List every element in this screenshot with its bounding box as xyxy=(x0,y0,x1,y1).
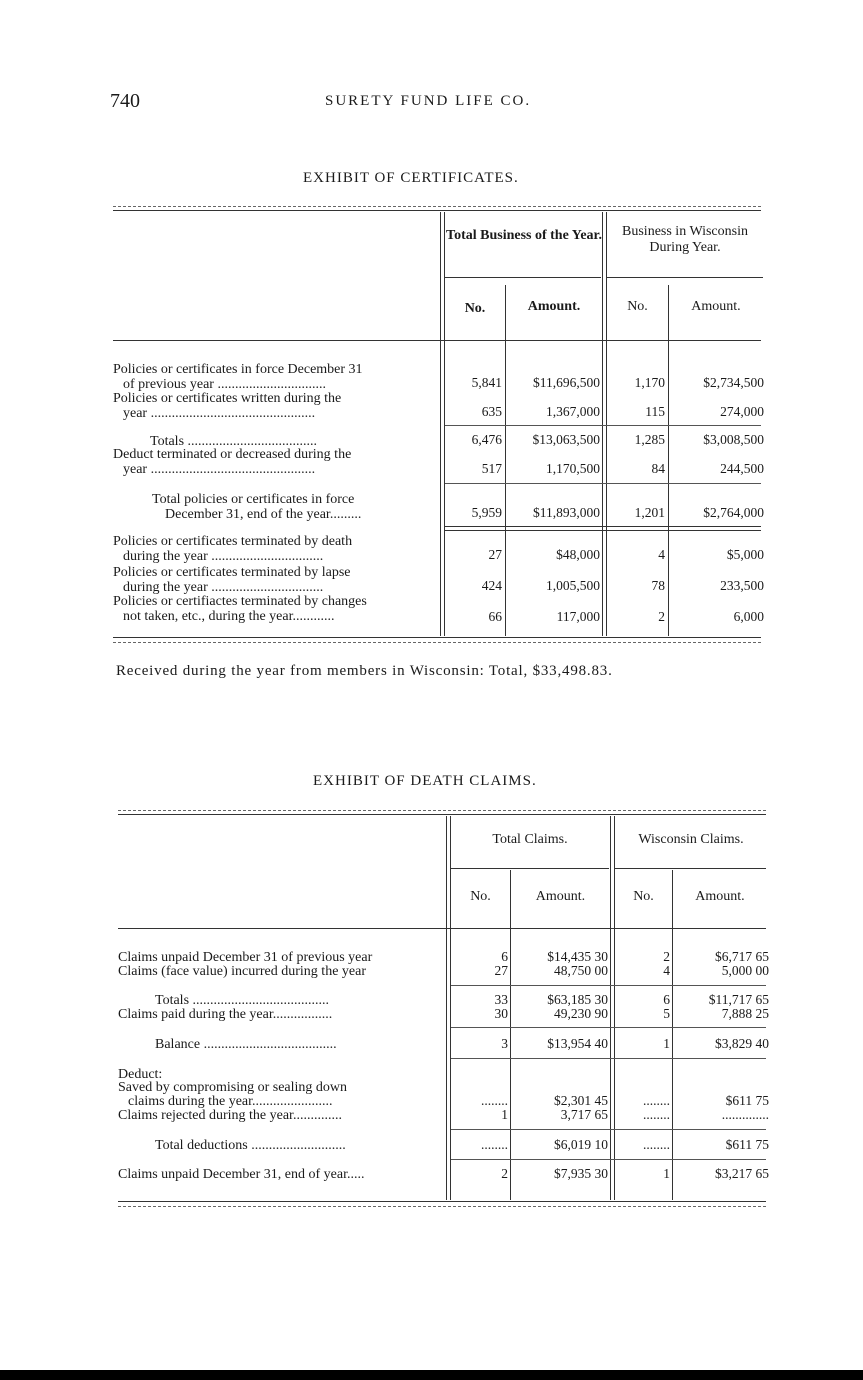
header-amount: Amount. xyxy=(691,299,741,314)
row-label: Deduct: xyxy=(118,1067,163,1082)
header-no: No. xyxy=(633,889,654,904)
rule xyxy=(440,212,441,636)
rule xyxy=(445,526,761,527)
cell: $48,000 xyxy=(556,547,600,562)
rule xyxy=(451,985,766,986)
running-head: SURETY FUND LIFE CO. xyxy=(325,93,532,109)
rule xyxy=(451,1027,766,1028)
rule xyxy=(615,868,766,869)
cell: 117,000 xyxy=(556,609,600,624)
header-amount: Amount. xyxy=(527,299,581,314)
cell: 635 xyxy=(481,404,502,419)
rule xyxy=(118,814,766,815)
cell: 1 xyxy=(663,1166,670,1181)
rule xyxy=(118,1206,766,1207)
cell: 7,888 25 xyxy=(721,1006,769,1021)
cell: 78 xyxy=(651,578,665,593)
rule xyxy=(118,1201,766,1202)
cell: ........ xyxy=(643,1107,670,1122)
header-amount: Amount. xyxy=(695,889,745,904)
header-no: No. xyxy=(470,889,491,904)
cell: $611 75 xyxy=(725,1137,769,1152)
rule xyxy=(606,212,607,636)
cell: 6 xyxy=(663,992,670,1007)
header-amount: Amount. xyxy=(535,889,586,904)
cell: $11,696,500 xyxy=(533,375,600,390)
rule xyxy=(445,483,761,484)
cell: $6,019 10 xyxy=(554,1137,608,1152)
row-label: Claims paid during the year................. xyxy=(118,1007,333,1022)
row-label: Total policies or certificates in force xyxy=(152,492,355,507)
rule xyxy=(610,816,611,1200)
cell: 1,367,000 xyxy=(546,404,600,419)
cell: $3,008,500 xyxy=(703,432,764,447)
rule xyxy=(602,212,603,636)
row-label: Deduct terminated or decreased during the xyxy=(113,447,352,462)
rule xyxy=(118,928,766,929)
row-label: Policies or certificates in force December 31 xyxy=(113,362,363,377)
cell: 2 xyxy=(663,949,670,964)
cell: 84 xyxy=(651,461,665,476)
cell: 233,500 xyxy=(720,578,764,593)
row-label: Balance ...................................... xyxy=(155,1037,337,1052)
cell: ........ xyxy=(643,1137,670,1152)
cell: 1,170 xyxy=(634,375,665,390)
cell: 6,000 xyxy=(733,609,764,624)
rule xyxy=(445,530,761,531)
scan-edge-bar xyxy=(0,1370,863,1380)
row-label: not taken, etc., during the year............ xyxy=(123,609,335,624)
row-label: Saved by compromising or sealing down xyxy=(118,1080,348,1095)
cell: $11,893,000 xyxy=(533,505,600,520)
cell: 1,201 xyxy=(634,505,665,520)
cell: 1,285 xyxy=(634,432,665,447)
cell: $13,063,500 xyxy=(532,432,600,447)
cell: 1 xyxy=(663,1036,670,1051)
cell: 6,476 xyxy=(471,432,502,447)
cell: 5,959 xyxy=(471,505,502,520)
header-wisconsin-claims: Wisconsin Claims. xyxy=(638,832,744,847)
rule xyxy=(445,277,601,278)
cell: 115 xyxy=(645,404,665,419)
cell: 517 xyxy=(481,461,502,476)
row-label: Claims rejected during the year.............. xyxy=(118,1108,342,1123)
cell: $2,301 45 xyxy=(554,1093,608,1108)
rule xyxy=(451,868,609,869)
cell: $611 75 xyxy=(725,1093,769,1108)
row-label: Claims unpaid December 31, end of year..... xyxy=(118,1167,365,1182)
cell: ........ xyxy=(481,1137,508,1152)
header-total-business: Total Business of the Year. xyxy=(446,228,602,243)
cell: 5 xyxy=(663,1006,670,1021)
cell: 66 xyxy=(488,609,502,624)
row-label: of previous year ............................... xyxy=(123,377,326,392)
cell: 49,230 90 xyxy=(554,1006,608,1021)
cell: 244,500 xyxy=(720,461,764,476)
cell: 48,750 00 xyxy=(554,963,608,978)
cell: 2 xyxy=(658,609,665,624)
rule xyxy=(451,1058,766,1059)
row-label: December 31, end of the year......... xyxy=(165,507,362,522)
certificates-title: EXHIBIT OF CERTIFICATES. xyxy=(303,170,519,186)
rule xyxy=(444,212,445,636)
cell: .............. xyxy=(721,1107,769,1122)
cell: 274,000 xyxy=(720,404,764,419)
row-label: claims during the year....................... xyxy=(128,1094,333,1109)
header-no: No. xyxy=(627,299,648,314)
cell: 27 xyxy=(494,963,508,978)
cell: 2 xyxy=(501,1166,508,1181)
cell: $14,435 30 xyxy=(547,949,608,964)
cell: $2,764,000 xyxy=(703,505,764,520)
cell: 6 xyxy=(501,949,508,964)
row-label: Total deductions ........................... xyxy=(155,1138,346,1153)
rule xyxy=(113,637,761,638)
cell: $5,000 xyxy=(726,547,764,562)
row-label: Policies or certificates terminated by lapse xyxy=(113,565,351,580)
cell: 4 xyxy=(663,963,670,978)
cell: 27 xyxy=(488,547,502,562)
received-note: Received during the year from members in Wisconsin: Total, $33,498.83. xyxy=(116,663,613,679)
cell: $3,217 65 xyxy=(715,1166,769,1181)
rule xyxy=(113,210,761,211)
rule xyxy=(113,340,761,341)
death-claims-title: EXHIBIT OF DEATH CLAIMS. xyxy=(313,773,537,789)
row-label: Policies or certifiactes terminated by changes xyxy=(113,594,367,609)
row-label: Policies or certificates terminated by death xyxy=(113,534,353,549)
cell: $13,954 40 xyxy=(547,1036,608,1051)
row-label: Claims unpaid December 31 of previous year xyxy=(118,950,373,965)
cell: 33 xyxy=(494,992,508,1007)
cell: 424 xyxy=(481,578,502,593)
header-total-claims: Total Claims. xyxy=(492,832,568,847)
cell: 3,717 65 xyxy=(560,1107,608,1122)
page-number: 740 xyxy=(110,90,140,112)
cell: $7,935 30 xyxy=(554,1166,608,1181)
rule xyxy=(446,816,447,1200)
cell: 30 xyxy=(494,1006,508,1021)
row-label: year ............................................... xyxy=(123,462,316,477)
cell: $3,829 40 xyxy=(715,1036,769,1051)
rule xyxy=(118,810,766,811)
cell: 5,841 xyxy=(471,375,502,390)
row-label: Totals ....................................... xyxy=(155,993,330,1008)
header-no: No. xyxy=(464,301,486,316)
row-label: Claims (face value) incurred during the year xyxy=(118,964,367,979)
header-wisconsin-business: Business in Wisconsin During Year. xyxy=(622,224,748,255)
cell: $6,717 65 xyxy=(715,949,769,964)
row-label: Policies or certificates written during the xyxy=(113,391,342,406)
cell: 3 xyxy=(501,1036,508,1051)
cell: ........ xyxy=(643,1093,670,1108)
row-label: during the year ................................ xyxy=(123,549,324,564)
rule xyxy=(451,1159,766,1160)
cell: $11,717 65 xyxy=(708,992,769,1007)
cell: 1,005,500 xyxy=(546,578,600,593)
cell: $2,734,500 xyxy=(703,375,764,390)
rule xyxy=(113,206,761,207)
cell: ........ xyxy=(481,1093,508,1108)
row-label: during the year ................................ xyxy=(123,580,324,595)
cell: 4 xyxy=(658,547,665,562)
row-label: year ............................................... xyxy=(123,406,316,421)
rule xyxy=(607,277,763,278)
row-label: Totals ..................................... xyxy=(150,434,318,449)
rule xyxy=(113,642,761,643)
rule xyxy=(451,1129,766,1130)
cell: 5,000 00 xyxy=(721,963,769,978)
cell: $63,185 30 xyxy=(547,992,608,1007)
rule xyxy=(445,425,761,426)
cell: 1 xyxy=(501,1107,508,1122)
cell: 1,170,500 xyxy=(546,461,600,476)
